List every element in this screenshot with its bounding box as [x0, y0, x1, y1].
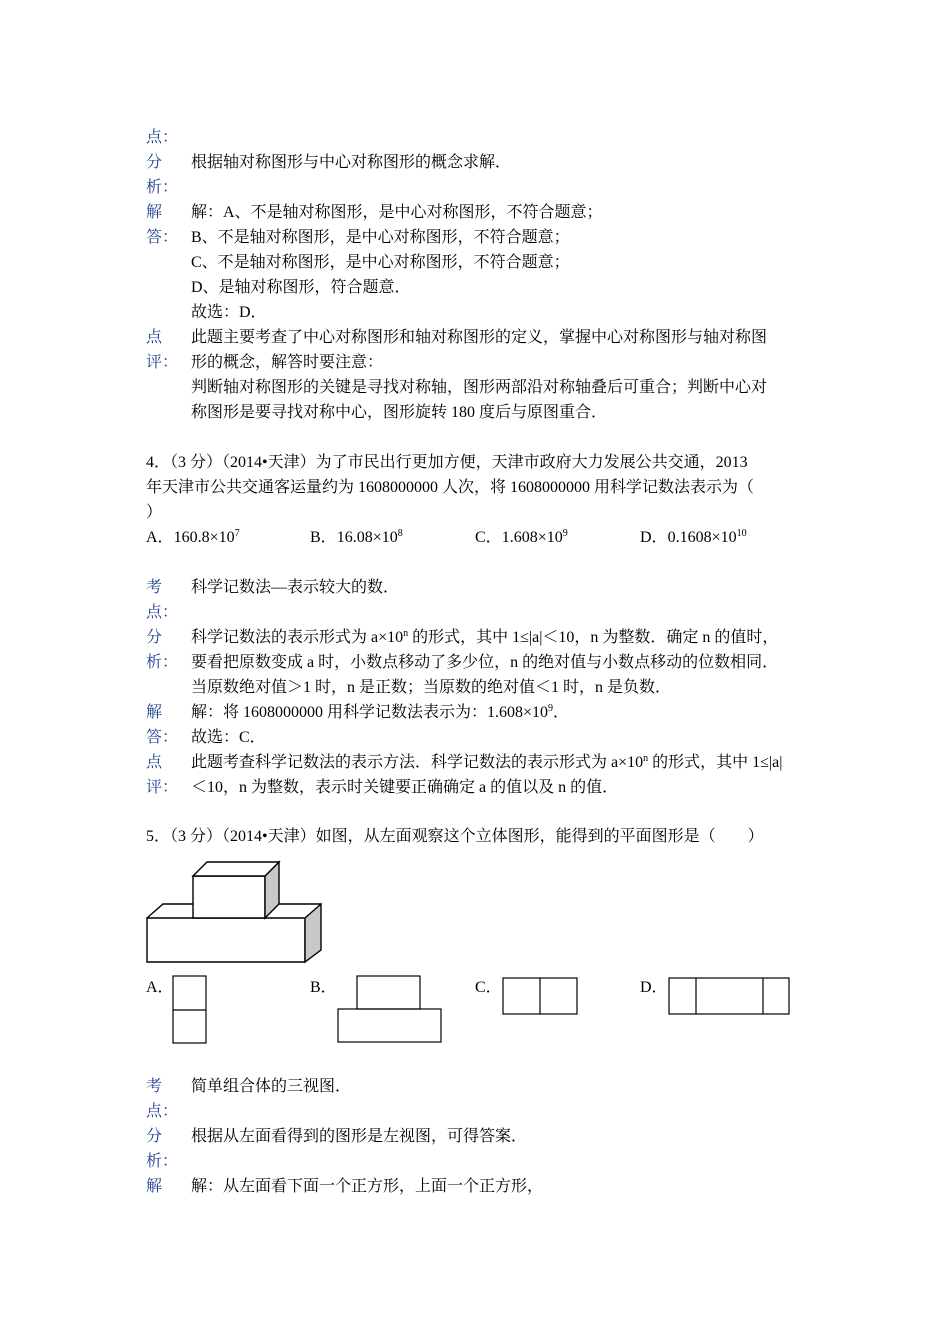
q5-solution	[146, 1074, 806, 1199]
q3-answer-line: B、不是轴对称图形，是中心对称图形，不符合题意；	[191, 229, 570, 246]
q3-comment-line: 判断轴对称图形的关键是寻找对称轴，图形两部沿对称轴叠后可重合；判断中心对	[191, 379, 768, 396]
q5-analysis: 根据从左面看得到的图形是左视图，可得答案．	[191, 1128, 528, 1145]
label-jie: 解	[146, 1178, 163, 1195]
q4-option-b: B．$16.08\times 10^8$	[310, 528, 403, 546]
q4-option-a: A．$160.8\times 10^7$	[146, 528, 240, 546]
q3-analysis: 根据轴对称图形与中心对称图形的概念求解．	[191, 154, 512, 171]
label-da: 答：	[146, 729, 179, 746]
q3-answer-line: 故选：D．	[191, 304, 267, 321]
q5-answer: 解：从左面看下面一个正方形，上面一个正方形，	[191, 1178, 544, 1195]
q4-stem-line: 年天津市公共交通客运量约为 1608000000 人次，将 1608000000 用科学记数法表示为（	[146, 479, 755, 496]
q4-comment-line: ＜10，n 为整数，表示时关键要正确确定 a 的值以及 n 的值．	[191, 779, 619, 796]
q3-answer-line: 解：A、不是轴对称图形，是中心对称图形，不符合题意；	[191, 204, 603, 221]
q3-comment-line: 此题主要考查了中心对称图形和轴对称图形的定义，掌握中心对称图形与轴对称图	[191, 329, 768, 346]
label-kao: 考	[146, 579, 163, 596]
q5-solid-figure	[145, 858, 327, 966]
label-dian: 点：	[146, 129, 179, 146]
q5-option-b-label: B．	[310, 979, 337, 996]
q3-solution	[146, 125, 806, 425]
q5-option-d-label: D．	[640, 979, 668, 996]
label-xi: 析：	[146, 654, 179, 671]
q3-comment-line: 称图形是要寻找对称中心，图形旋转 180 度后与原图重合．	[191, 404, 608, 421]
q4-stem-line: ）	[146, 504, 163, 521]
q4-analysis-line: 当原数绝对值＞1 时，n 是正数；当原数的绝对值＜1 时，n 是负数．	[191, 679, 672, 696]
q4-answer-line: 解：将 1608000000 用科学记数法表示为：$1.608\times 10^9$．	[191, 703, 570, 721]
q5-option-b-figure	[337, 975, 443, 1045]
q4-solution	[146, 575, 806, 800]
label-xi: 析：	[146, 179, 179, 196]
q4-analysis-line: 要看把原数变成 a 时，小数点移动了多少位，n 的绝对值与小数点移动的位数相同．	[191, 654, 779, 671]
label-jie: 解	[146, 204, 163, 221]
q3-comment-line: 形的概念，解答时要注意：	[191, 354, 384, 371]
q4-option-d: D．$0.1608\times 10^{10}$	[640, 528, 747, 546]
q5-point: 简单组合体的三视图．	[191, 1078, 352, 1095]
q4-answer-line: 故选：C．	[191, 729, 266, 746]
q4-comment-line: 此题考查科学记数法的表示方法．科学记数法的表示形式为 $a\times 10^n$ 的形式，其中 1≤|a|	[191, 753, 783, 771]
label-dian: 点：	[146, 1103, 179, 1120]
label-kao: 考	[146, 1078, 163, 1095]
label-fen: 分	[146, 629, 163, 646]
q3-answer-line: C、不是轴对称图形，是中心对称图形，不符合题意；	[191, 254, 570, 271]
q5-option-a-label: A．	[146, 979, 174, 996]
label-ping: 评：	[146, 354, 179, 371]
label-fen: 分	[146, 154, 163, 171]
q4-point: 科学记数法—表示较大的数．	[191, 579, 400, 596]
label-dian: 点：	[146, 604, 179, 621]
label-da: 答：	[146, 229, 179, 246]
q4-option-c: C．$1.608\times 10^9$	[475, 528, 568, 546]
q5-option-c-label: C．	[475, 979, 502, 996]
label-jie: 解	[146, 704, 163, 721]
q5-option-c-figure	[502, 977, 580, 1017]
q3-answer-line: D、是轴对称图形，符合题意．	[191, 279, 411, 296]
q5-option-a-figure	[172, 975, 208, 1045]
q5-option-d-figure	[668, 977, 792, 1017]
q5-stem: 5．（3 分）（2014•天津）如图，从左面观察这个立体图形，能得到的平面图形是（ ）	[146, 828, 764, 845]
label-xi: 析：	[146, 1153, 179, 1170]
label-dian: 点	[146, 329, 163, 346]
q4-stem-line: 4．（3 分）（2014•天津）为了市民出行更加方便，天津市政府大力发展公共交通，2013	[146, 454, 748, 471]
label-fen: 分	[146, 1128, 163, 1145]
q4-analysis-line: 科学记数法的表示形式为 $a\times 10^n$ 的形式，其中 1≤|a|＜10，n 为整数．确定 n 的值时，	[191, 628, 779, 646]
label-ping: 评：	[146, 779, 179, 796]
label-dian: 点	[146, 754, 163, 771]
